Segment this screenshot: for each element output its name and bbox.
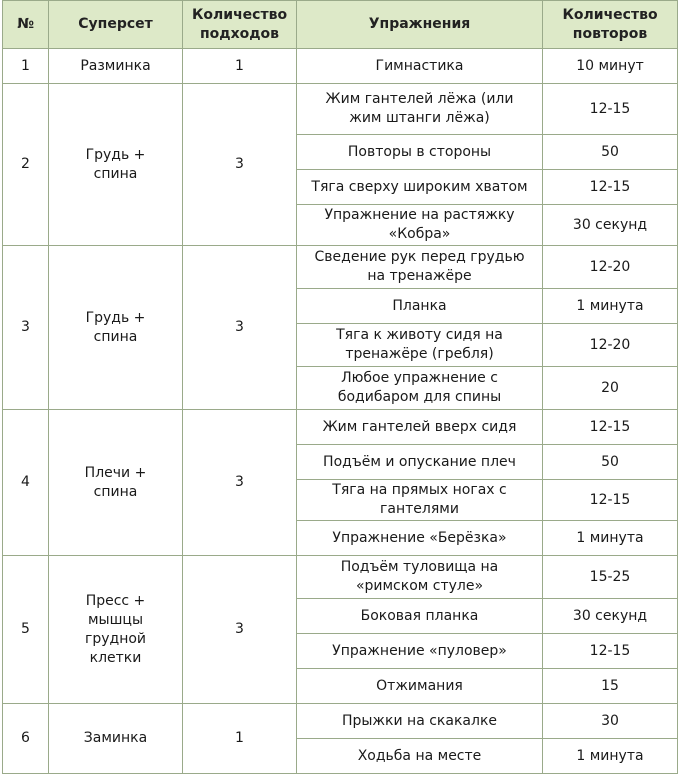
exercise-reps: 1 минута	[543, 739, 678, 774]
exercise-reps: 15-25	[543, 556, 678, 599]
group-name: Плечи + спина	[49, 410, 183, 556]
exercise-reps: 12-20	[543, 246, 678, 289]
header-exercises: Упражнения	[297, 1, 543, 49]
exercise-reps: 50	[543, 135, 678, 170]
exercise-reps: 12-20	[543, 324, 678, 367]
group-sets: 3	[183, 410, 297, 556]
header-sets: Количество подходов	[183, 1, 297, 49]
group-name: Грудь + спина	[49, 246, 183, 410]
exercise-name: Гимнастика	[297, 49, 543, 84]
table-row	[3, 704, 678, 739]
group-number: 1	[3, 49, 49, 84]
header-superset: Суперсет	[49, 1, 183, 49]
table-row	[3, 246, 678, 289]
table-row	[3, 49, 678, 84]
exercise-reps: 30	[543, 704, 678, 739]
exercise-reps: 15	[543, 669, 678, 704]
header-reps: Количество повторов	[543, 1, 678, 49]
exercise-name: Тяга на прямых ногах с гантелями	[297, 480, 543, 521]
group-name: Пресс + мышцы грудной клетки	[49, 556, 183, 704]
table-row	[3, 84, 678, 135]
header-number: №	[3, 1, 49, 49]
exercise-name: Подъём и опускание плеч	[297, 445, 543, 480]
exercise-name: Прыжки на скакалке	[297, 704, 543, 739]
group-sets: 3	[183, 246, 297, 410]
exercise-reps: 12-15	[543, 84, 678, 135]
exercise-name: Жим гантелей лёжа (или жим штанги лёжа)	[297, 84, 543, 135]
exercise-reps: 12-15	[543, 170, 678, 205]
group-number: 3	[3, 246, 49, 410]
exercise-name: Жим гантелей вверх сидя	[297, 410, 543, 445]
exercise-name: Тяга к животу сидя на тренажёре (гребля)	[297, 324, 543, 367]
workout-table	[2, 0, 678, 774]
exercise-reps: 12-15	[543, 410, 678, 445]
exercise-name: Боковая планка	[297, 599, 543, 634]
group-name: Грудь + спина	[49, 84, 183, 246]
group-number: 2	[3, 84, 49, 246]
group-number: 5	[3, 556, 49, 704]
exercise-reps: 50	[543, 445, 678, 480]
group-name: Заминка	[49, 704, 183, 774]
exercise-name: Упражнение «пуловер»	[297, 634, 543, 669]
exercise-name: Подъём туловища на «римском стуле»	[297, 556, 543, 599]
group-name: Разминка	[49, 49, 183, 84]
group-sets: 1	[183, 49, 297, 84]
group-sets: 1	[183, 704, 297, 774]
exercise-name: Сведение рук перед грудью на тренажёре	[297, 246, 543, 289]
group-sets: 3	[183, 84, 297, 246]
exercise-name: Любое упражнение с бодибаром для спины	[297, 367, 543, 410]
table-row	[3, 410, 678, 445]
exercise-name: Упражнение на растяжку «Кобра»	[297, 205, 543, 246]
exercise-name: Ходьба на месте	[297, 739, 543, 774]
exercise-reps: 10 минут	[543, 49, 678, 84]
exercise-reps: 12-15	[543, 480, 678, 521]
header-row	[3, 1, 678, 49]
group-sets: 3	[183, 556, 297, 704]
table-body	[3, 49, 678, 774]
exercise-name: Планка	[297, 289, 543, 324]
exercise-reps: 20	[543, 367, 678, 410]
exercise-name: Упражнение «Берёзка»	[297, 521, 543, 556]
exercise-reps: 30 секунд	[543, 599, 678, 634]
exercise-name: Повторы в стороны	[297, 135, 543, 170]
group-number: 6	[3, 704, 49, 774]
exercise-reps: 1 минута	[543, 521, 678, 556]
exercise-name: Отжимания	[297, 669, 543, 704]
exercise-reps: 1 минута	[543, 289, 678, 324]
exercise-name: Тяга сверху широким хватом	[297, 170, 543, 205]
exercise-reps: 30 секунд	[543, 205, 678, 246]
exercise-reps: 12-15	[543, 634, 678, 669]
group-number: 4	[3, 410, 49, 556]
table-row	[3, 556, 678, 599]
